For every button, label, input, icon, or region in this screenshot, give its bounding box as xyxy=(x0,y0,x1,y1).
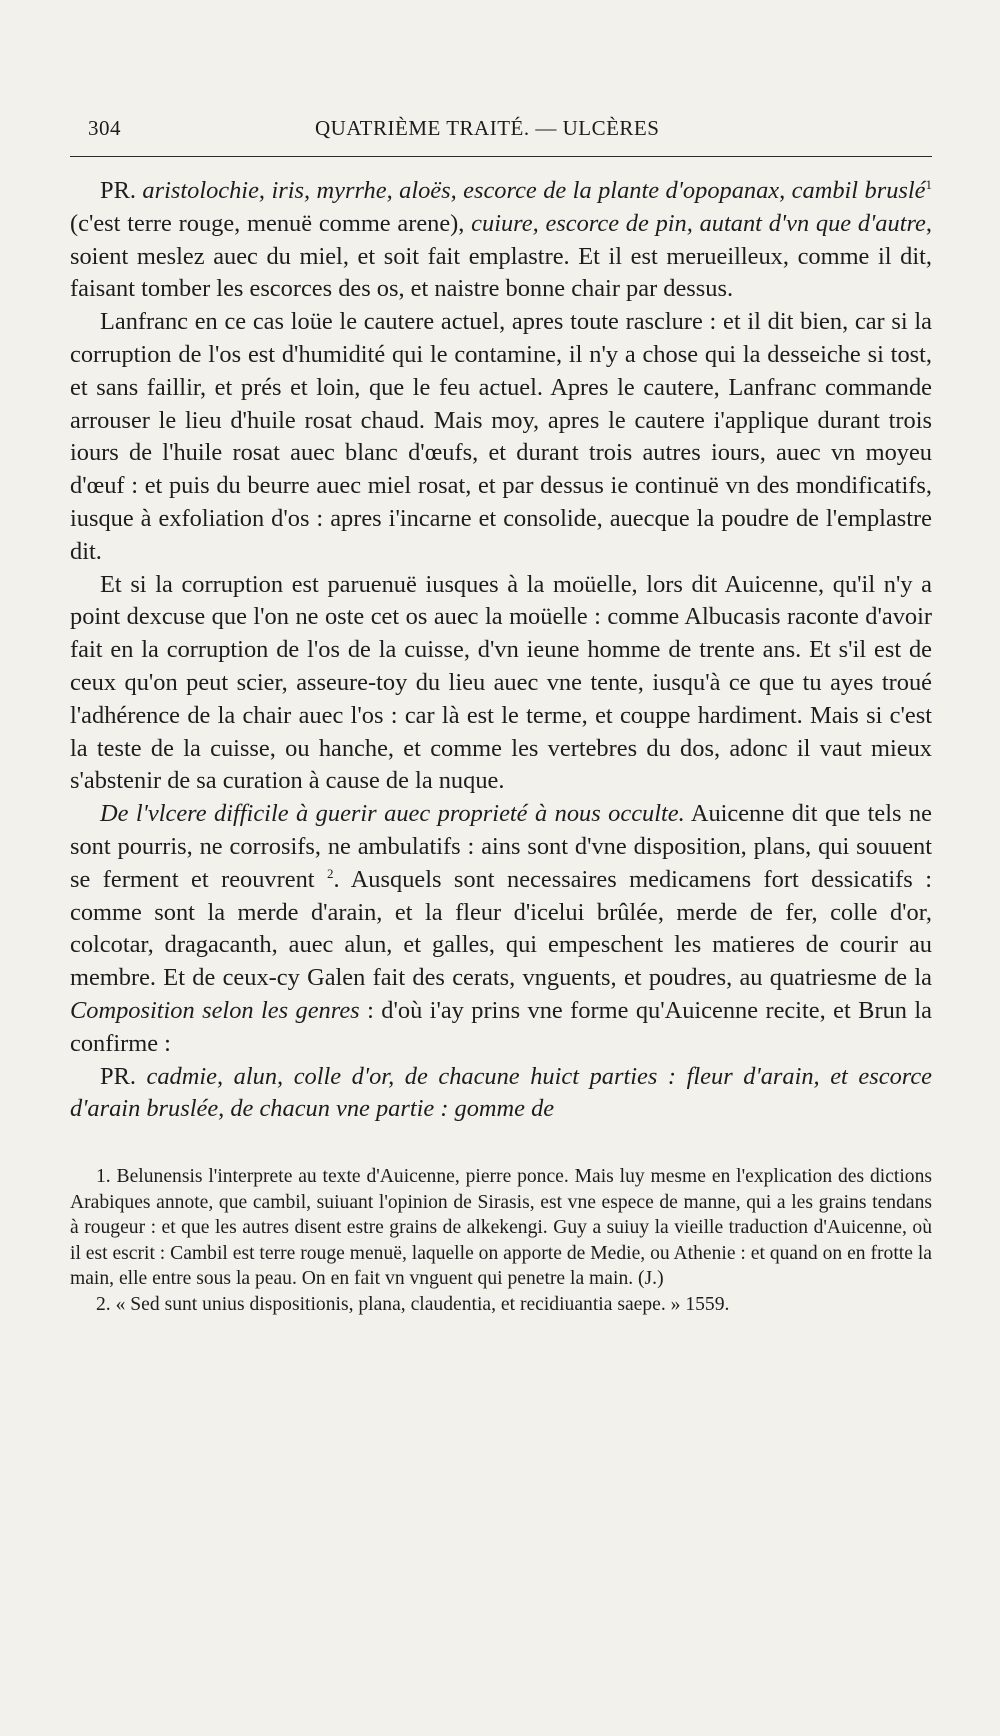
header-rule xyxy=(70,156,932,157)
recipe-lead: PR. xyxy=(100,1062,147,1090)
footnote-2: 2. « Sed sunt unius dispositionis, plana, claudentia, et recidiuantia saepe. » 1559. xyxy=(96,1293,730,1315)
footnote-1: 1. Belunensis l'interprete au texte d'Auicenne, pierre ponce. Mais luy mesme en l'explication des dictions Arabiques annote, que cambil, suiuant l'opinion de Sirasis, est vne espece de manne, qui a les grains tendans à rougeur : et que les autres disent estre grains de alkekengi. Guy a suiuy la vieille traduction d'Auicenne, où il est escrit : Cambil est terre rouge menuë, laquelle on apporte de Medie, ou Athenie : et quand on en frotte la main, elle entre sous la peau. On en fait vn vnguent qui penetre la main. (J.) xyxy=(70,1166,932,1290)
text-segment: : d'où i'ay prins vne forme qu'Auicenne recite, et Brun la confirme : xyxy=(70,996,932,1057)
recipe-lead: PR. xyxy=(100,177,143,204)
text-segment: Auicenne dit que tels ne sont pourris, ne corrosifs, ne ambulatifs : ains sont d'vne disposition, plans, qui souuent se ferment et reouvrent xyxy=(70,800,933,893)
footnotes xyxy=(70,1164,932,1317)
paragraph-lanfranc: Lanfranc en ce cas loüe le cautere actuel, apres toute rasclure : et il dit bien, car si la corruption de l'os est d'humidité qui le contamine, il n'y a chose qui la desseiche si tost, et sans faillir, et prés et loin, que le feu actuel. Apres le cautere, Lanfranc commande arrouser le lieu d'huile rosat chaud. Mais moy, apres le cautere i'applique durant trois iours de l'huile rosat auec blanc d'œufs, et durant trois autres iours, auec vn moyeu d'œuf : et puis du beurre auec miel rosat, et par dessus ie continuë vn des mondificatifs, iusque à exfoliation d'os : apres i'incarne et consolide, auecque la poudre de l'emplastre dit. xyxy=(70,308,932,565)
italic-ingredients-3: cadmie, alun, colle d'or, de chacune huict parties : fleur d'arain, et escorce d'arain bruslée, de chacun vne partie : gomme de xyxy=(70,1062,933,1123)
page-number: 304 xyxy=(88,116,121,140)
section-title-italic: De l'vlcere difficile à guerir auec proprieté à nous occulte. xyxy=(100,800,685,828)
footnote-ref-2: 2 xyxy=(327,865,334,881)
text-segment: , soient meslez auec du miel, et soit fait emplastre. Et il est merueilleux, comme il dit, faisant tomber les escorces des os, et naistre bonne chair par dessus. xyxy=(70,209,932,303)
running-title: QUATRIÈME TRAITÉ. — ULCÈRES xyxy=(315,116,660,140)
paragraph-vlcere-difficile xyxy=(70,798,932,1060)
paragraph-corruption: Et si la corruption est paruenuë iusques à la moüelle, lors dit Auicenne, qu'il n'y a point dexcuse que l'on ne oste cet os auec la moüelle : comme Albucasis raconte d'avoir fait en la corruption de l'os de la cuisse, d'vn ieune homme de trente ans. Et s'il est de ceux qu'on peut scier, asseure-toy du lieu auec vne tente, iusqu'à ce que tu ayes troué l'adhérence de la chair auec l'os : car là est le terme, et couppe hardiment. Mais si c'est la teste de la cuisse, ou hanche, et comme les vertebres du dos, adonc il vaut mieux s'abstenir de sa curation à cause de la nuque. xyxy=(70,570,932,795)
italic-ingredients-2: cuiure, escorce de pin, autant d'vn que d'autre xyxy=(471,209,926,237)
paragraph-recipe-2 xyxy=(70,1061,932,1127)
running-head xyxy=(70,110,932,146)
italic-book-title: Composition selon les genres xyxy=(70,996,360,1024)
text-segment: (c'est terre rouge, menuë comme arene), xyxy=(70,209,472,237)
text-segment: . Ausquels sont necessaires medicamens fort dessicatifs : comme sont la merde d'arain, et la fleur d'icelui brûlée, merde de fer, colle d'or, colcotar, dragacanth, auec alun, et galles, qui empeschent les matieres de courir au membre. Et de ceux-cy Galen fait des cerats, vnguents, et poudres, au quatriesme de la xyxy=(70,865,933,992)
main-text xyxy=(70,175,932,1126)
italic-ingredients-1: aristolochie, iris, myrrhe, aloës, escorce de la plante d'opopanax, cambil bruslé xyxy=(142,177,926,204)
book-page xyxy=(70,110,932,1317)
footnote-ref-1: 1 xyxy=(925,176,932,192)
paragraph-recipe-1 xyxy=(70,175,932,306)
